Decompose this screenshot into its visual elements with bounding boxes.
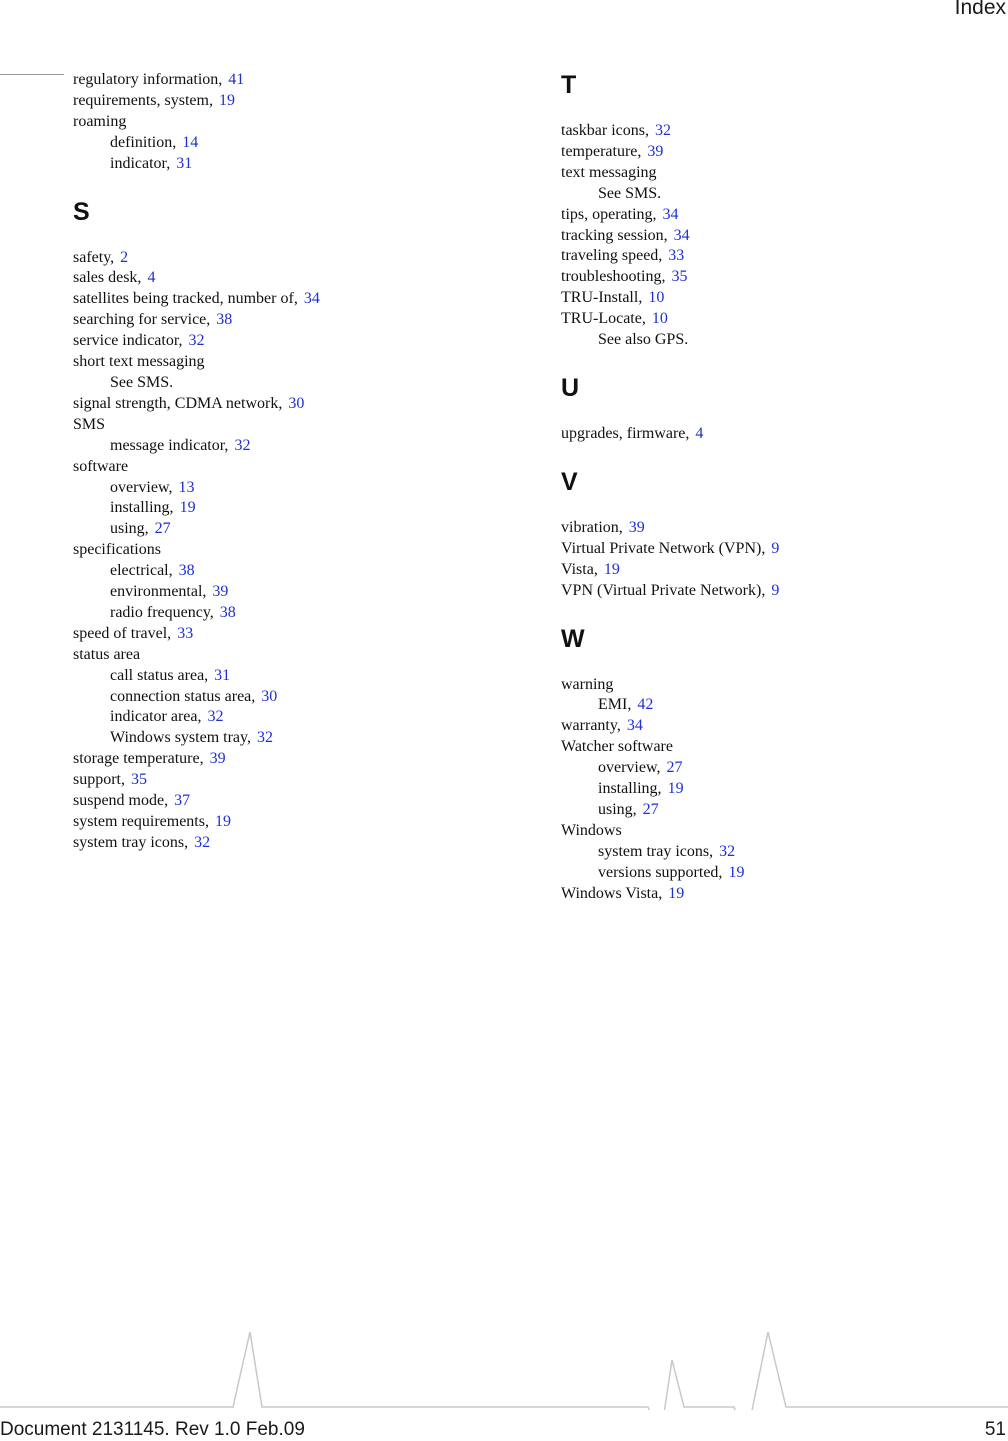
section-letter-heading: U bbox=[561, 373, 580, 402]
index-term: speed of travel, bbox=[73, 624, 172, 642]
index-entry bbox=[561, 267, 1001, 288]
index-entry bbox=[73, 91, 493, 112]
index-subentry bbox=[561, 695, 1001, 716]
page-reference-link[interactable]: 9 bbox=[771, 581, 780, 599]
index-entry bbox=[73, 415, 493, 436]
page-reference-link[interactable]: 19 bbox=[218, 91, 235, 109]
index-term: SMS bbox=[73, 415, 106, 433]
index-term: electrical, bbox=[110, 562, 173, 580]
index-entry bbox=[73, 331, 493, 352]
page-reference-link[interactable]: 32 bbox=[654, 122, 671, 139]
index-term: call status area, bbox=[110, 666, 209, 684]
index-term: warning bbox=[561, 675, 614, 693]
index-subentry bbox=[73, 582, 493, 603]
index-subentry bbox=[73, 154, 493, 175]
page-header-title: Index bbox=[954, 0, 1006, 19]
index-term: sales desk, bbox=[73, 269, 142, 287]
index-entry bbox=[73, 624, 493, 645]
index-term: environmental, bbox=[110, 583, 207, 601]
section-letter-heading: S bbox=[73, 197, 90, 226]
index-term: indicator area, bbox=[110, 708, 202, 726]
page-reference-link[interactable]: 39 bbox=[628, 518, 645, 536]
index-subentry bbox=[73, 728, 493, 749]
index-subentry bbox=[73, 687, 493, 708]
page-reference-link[interactable]: 4 bbox=[695, 424, 704, 442]
index-term: service indicator, bbox=[73, 332, 183, 350]
index-term: connection status area, bbox=[110, 687, 256, 705]
index-subentry bbox=[561, 758, 1001, 779]
index-entry bbox=[73, 394, 493, 415]
index-subentry bbox=[561, 184, 1001, 205]
index-entry bbox=[73, 248, 493, 269]
page-reference-link[interactable]: 38 bbox=[219, 603, 236, 621]
page-reference-link[interactable]: 42 bbox=[637, 696, 654, 714]
index-term: See SMS. bbox=[110, 373, 174, 391]
page-reference-link[interactable]: 19 bbox=[668, 884, 685, 902]
page-reference-link[interactable]: 41 bbox=[228, 71, 245, 88]
index-entry bbox=[73, 70, 493, 91]
page-reference-link[interactable]: 30 bbox=[288, 394, 305, 412]
index-term: requirements, system, bbox=[73, 91, 213, 109]
index-subentry bbox=[73, 707, 493, 728]
index-subentry bbox=[73, 666, 493, 687]
page-reference-link[interactable]: 34 bbox=[662, 205, 679, 223]
index-term: text messaging bbox=[561, 163, 657, 181]
index-term: VPN (Virtual Private Network), bbox=[561, 581, 766, 599]
index-section bbox=[73, 199, 493, 854]
index-subentry bbox=[73, 561, 493, 582]
index-term: Windows bbox=[561, 821, 622, 839]
index-term: See also GPS. bbox=[598, 331, 689, 349]
index-subentry bbox=[73, 603, 493, 624]
index-entry bbox=[73, 457, 493, 478]
page-reference-link[interactable]: 10 bbox=[651, 310, 668, 328]
header-rule bbox=[0, 74, 64, 75]
index-term: TRU-Locate, bbox=[561, 310, 646, 328]
index-section bbox=[561, 72, 1001, 351]
index-term: troubleshooting, bbox=[561, 268, 666, 286]
index-term: versions supported, bbox=[598, 863, 723, 881]
page-reference-link[interactable]: 13 bbox=[178, 478, 195, 496]
index-section bbox=[561, 469, 1001, 602]
index-entry bbox=[561, 560, 1001, 581]
index-entry bbox=[73, 352, 493, 373]
index-entry bbox=[561, 884, 1001, 905]
index-entry bbox=[561, 163, 1001, 184]
page-reference-link[interactable]: 33 bbox=[668, 247, 685, 265]
index-entry bbox=[561, 581, 1001, 602]
page-reference-link[interactable]: 33 bbox=[177, 624, 194, 642]
index-term: overview, bbox=[110, 478, 173, 496]
index-term: overview, bbox=[598, 759, 661, 777]
page-reference-link[interactable]: 2 bbox=[120, 248, 129, 266]
index-term: safety, bbox=[73, 248, 115, 266]
index-term: satellites being tracked, number of, bbox=[73, 290, 298, 308]
index-term: installing, bbox=[598, 780, 662, 798]
index-term: roaming bbox=[73, 112, 127, 130]
index-column-right bbox=[561, 70, 1001, 904]
index-term: temperature, bbox=[561, 142, 642, 160]
index-term: system tray icons, bbox=[73, 833, 189, 851]
index-entry bbox=[561, 309, 1001, 330]
page-reference-link[interactable]: 35 bbox=[131, 771, 147, 789]
index-subentry bbox=[73, 478, 493, 499]
page-reference-link[interactable]: 37 bbox=[174, 792, 191, 810]
index-term: using, bbox=[110, 520, 149, 538]
index-entry bbox=[73, 289, 493, 310]
page-reference-link[interactable]: 32 bbox=[256, 729, 273, 747]
index-entry bbox=[73, 268, 493, 289]
index-entry bbox=[561, 142, 1001, 163]
index-subentry bbox=[561, 863, 1001, 884]
section-letter-heading: T bbox=[561, 71, 577, 99]
page-reference-link[interactable]: 39 bbox=[647, 142, 664, 160]
page-reference-link[interactable]: 19 bbox=[667, 780, 684, 798]
index-term: Windows system tray, bbox=[110, 729, 251, 747]
index-term: traveling speed, bbox=[561, 247, 663, 265]
page-reference-link[interactable]: 39 bbox=[209, 750, 226, 768]
index-subentry bbox=[73, 436, 493, 457]
index-entry bbox=[73, 770, 493, 791]
index-entry bbox=[561, 518, 1001, 539]
index-section bbox=[561, 375, 1001, 445]
index-term: message indicator, bbox=[110, 436, 229, 454]
index-entry bbox=[561, 716, 1001, 737]
index-term: system requirements, bbox=[73, 813, 209, 830]
index-term: EMI, bbox=[598, 696, 632, 714]
page-reference-link[interactable]: 34 bbox=[303, 290, 320, 308]
index-term: using, bbox=[598, 800, 637, 818]
index-term: Virtual Private Network (VPN), bbox=[561, 539, 766, 557]
index-term: status area bbox=[73, 645, 141, 663]
index-entry bbox=[561, 424, 1001, 445]
page-reference-link[interactable]: 38 bbox=[178, 562, 195, 580]
index-section bbox=[73, 70, 493, 175]
index-term: tips, operating, bbox=[561, 205, 657, 223]
footer-page-number: 51 bbox=[984, 1419, 1006, 1440]
page-reference-link[interactable]: 31 bbox=[214, 666, 231, 684]
page-reference-link[interactable]: 34 bbox=[673, 226, 690, 244]
page-reference-link[interactable]: 35 bbox=[671, 268, 688, 286]
page-reference-link[interactable]: 27 bbox=[666, 759, 683, 777]
page-reference-link[interactable]: 39 bbox=[212, 583, 229, 601]
index-term: support, bbox=[73, 771, 125, 789]
index-term: warranty, bbox=[561, 717, 621, 735]
index-entry bbox=[561, 205, 1001, 226]
page-reference-link[interactable]: 4 bbox=[147, 269, 156, 287]
page-reference-link[interactable]: 19 bbox=[728, 863, 745, 881]
index-term: tracking session, bbox=[561, 226, 668, 244]
page-reference-link[interactable]: 32 bbox=[719, 842, 736, 860]
index-entry bbox=[561, 121, 1001, 142]
index-term: short text messaging bbox=[73, 353, 205, 371]
index-entry bbox=[561, 737, 1001, 758]
index-section bbox=[561, 626, 1001, 905]
page-reference-link[interactable]: 27 bbox=[154, 520, 171, 538]
index-subentry bbox=[73, 133, 493, 154]
index-term: See SMS. bbox=[598, 184, 662, 202]
page-reference-link[interactable]: 30 bbox=[261, 687, 278, 705]
index-entry bbox=[561, 821, 1001, 842]
page-reference-link[interactable]: 32 bbox=[234, 436, 251, 454]
index-entry bbox=[561, 675, 1001, 696]
index-entry bbox=[561, 539, 1001, 560]
index-subentry bbox=[561, 330, 1001, 351]
page-reference-link[interactable]: 19 bbox=[214, 813, 231, 830]
index-entry bbox=[73, 310, 493, 331]
index-term: installing, bbox=[110, 499, 174, 517]
section-letter-heading: W bbox=[561, 624, 585, 653]
index-term: radio frequency, bbox=[110, 603, 214, 621]
index-term: vibration, bbox=[561, 518, 623, 536]
index-term: system tray icons, bbox=[598, 842, 714, 860]
index-term: specifications bbox=[73, 541, 161, 559]
index-entry bbox=[73, 540, 493, 561]
index-term: Windows Vista, bbox=[561, 884, 663, 902]
index-term: Vista, bbox=[561, 560, 598, 578]
page-reference-link[interactable]: 19 bbox=[603, 560, 620, 578]
page-reference-link[interactable]: 32 bbox=[194, 833, 211, 851]
page-reference-link[interactable]: 27 bbox=[642, 800, 659, 818]
index-subentry bbox=[73, 519, 493, 540]
index-term: searching for service, bbox=[73, 311, 211, 329]
index-term: TRU-Install, bbox=[561, 289, 643, 307]
page-reference-link[interactable]: 9 bbox=[771, 539, 780, 557]
index-subentry bbox=[561, 842, 1001, 863]
page-reference-link[interactable]: 34 bbox=[626, 717, 643, 735]
page-reference-link[interactable]: 32 bbox=[207, 708, 224, 726]
index-entry bbox=[73, 833, 493, 854]
index-term: regulatory information, bbox=[73, 71, 223, 88]
page-reference-link[interactable]: 32 bbox=[188, 332, 205, 350]
index-entry bbox=[561, 226, 1001, 247]
index-entry bbox=[561, 288, 1001, 309]
index-term: software bbox=[73, 457, 129, 475]
index-term: Watcher software bbox=[561, 738, 673, 756]
index-entry bbox=[73, 791, 493, 812]
index-subentry bbox=[73, 498, 493, 519]
section-letter-heading: V bbox=[561, 467, 578, 496]
footer-heartbeat-rule bbox=[0, 1330, 1008, 1410]
index-term: indicator, bbox=[110, 154, 171, 172]
index-entry bbox=[73, 749, 493, 770]
page-reference-link[interactable]: 38 bbox=[216, 311, 233, 329]
index-term: taskbar icons, bbox=[561, 122, 649, 139]
index-term: signal strength, CDMA network, bbox=[73, 394, 283, 412]
index-entry bbox=[73, 645, 493, 666]
index-term: definition, bbox=[110, 133, 177, 151]
index-entry bbox=[73, 812, 493, 833]
footer-document-id: Document 2131145. Rev 1.0 Feb.09 bbox=[0, 1419, 305, 1440]
index-entry bbox=[73, 112, 493, 133]
index-entry bbox=[561, 246, 1001, 267]
index-subentry bbox=[561, 779, 1001, 800]
page-reference-link[interactable]: 10 bbox=[648, 289, 665, 307]
page-reference-link[interactable]: 19 bbox=[179, 499, 196, 517]
index-column-left bbox=[73, 70, 493, 854]
index-subentry bbox=[561, 800, 1001, 821]
page-reference-link[interactable]: 31 bbox=[176, 154, 193, 172]
page-reference-link[interactable]: 14 bbox=[182, 133, 199, 151]
index-term: storage temperature, bbox=[73, 750, 204, 768]
index-term: suspend mode, bbox=[73, 792, 169, 810]
index-term: upgrades, firmware, bbox=[561, 424, 690, 442]
index-subentry bbox=[73, 373, 493, 394]
